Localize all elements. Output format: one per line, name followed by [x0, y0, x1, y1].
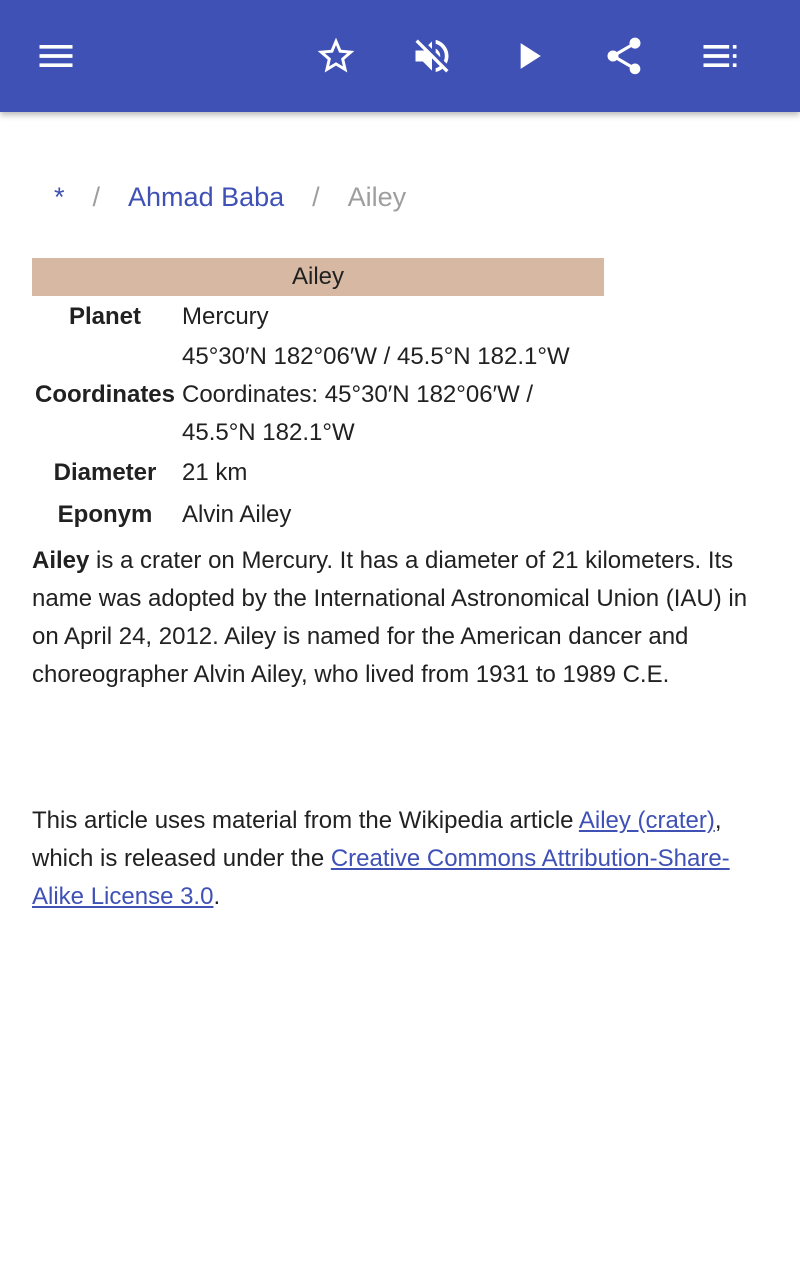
star-icon — [314, 34, 358, 78]
coordinates-detail-cont: 45.5°N 182.1°W — [182, 419, 355, 446]
playlist-icon — [698, 34, 742, 78]
infobox-label: Eponym — [57, 501, 153, 528]
infobox-title: Ailey — [32, 258, 604, 296]
infobox-row-planet — [32, 296, 604, 338]
contents-button[interactable] — [692, 28, 748, 84]
bookmark-button[interactable] — [308, 28, 364, 84]
infobox-value: 21 km — [182, 459, 248, 486]
article-body: is a crater on Mercury. It has a diameter of 21 kilometers. Its name was adopted by the International Astronomical Union (IAU) in on April 24, 2012. Ailey is named for the American dancer and choreographer Alvin Ailey, who lived from 1931 to 1989 C.E. — [32, 547, 748, 688]
menu-button[interactable] — [28, 28, 84, 84]
attribution-middle: , which is released under the — [32, 807, 722, 872]
breadcrumb-item-parent[interactable]: Ahmad Baba — [128, 182, 285, 212]
attribution-prefix: This article uses material from the Wikipedia article — [32, 807, 579, 834]
license-link[interactable]: Creative Commons Attribution-Share-Alike License 3.0 — [32, 845, 730, 910]
infobox-value — [182, 338, 604, 452]
menu-icon — [34, 34, 78, 78]
app-toolbar — [0, 0, 800, 112]
infobox-label: Planet — [68, 303, 142, 330]
share-icon — [602, 34, 646, 78]
coordinates-value: 45°30′N 182°06′W / 45.5°N 182.1°W — [182, 343, 570, 370]
volume-off-icon — [410, 34, 454, 78]
coordinates-detail: Coordinates: 45°30′N 182°06′W / — [182, 381, 534, 408]
attribution-paragraph — [32, 802, 772, 916]
breadcrumb — [54, 182, 406, 213]
breadcrumb-separator: / — [92, 182, 101, 212]
infobox-value: Mercury — [182, 303, 269, 330]
infobox-row-coordinates — [32, 338, 604, 452]
article-paragraph — [32, 542, 772, 694]
article-bold-term: Ailey — [32, 547, 90, 574]
infobox-row-eponym — [32, 494, 604, 536]
play-button[interactable] — [500, 28, 556, 84]
breadcrumb-item-root[interactable]: * — [54, 182, 65, 212]
wikipedia-article-link[interactable]: Ailey (crater) — [578, 807, 715, 834]
mute-button[interactable] — [404, 28, 460, 84]
infobox-row-diameter — [32, 452, 604, 494]
attribution-suffix: . — [213, 883, 221, 910]
infobox-label: Coordinates — [34, 381, 175, 408]
breadcrumb-current: Ailey — [347, 182, 407, 212]
share-button[interactable] — [596, 28, 652, 84]
breadcrumb-separator: / — [312, 182, 320, 212]
play-icon — [506, 34, 550, 78]
infobox — [32, 258, 604, 536]
infobox-label: Diameter — [53, 459, 157, 486]
infobox-value: Alvin Ailey — [182, 501, 292, 528]
